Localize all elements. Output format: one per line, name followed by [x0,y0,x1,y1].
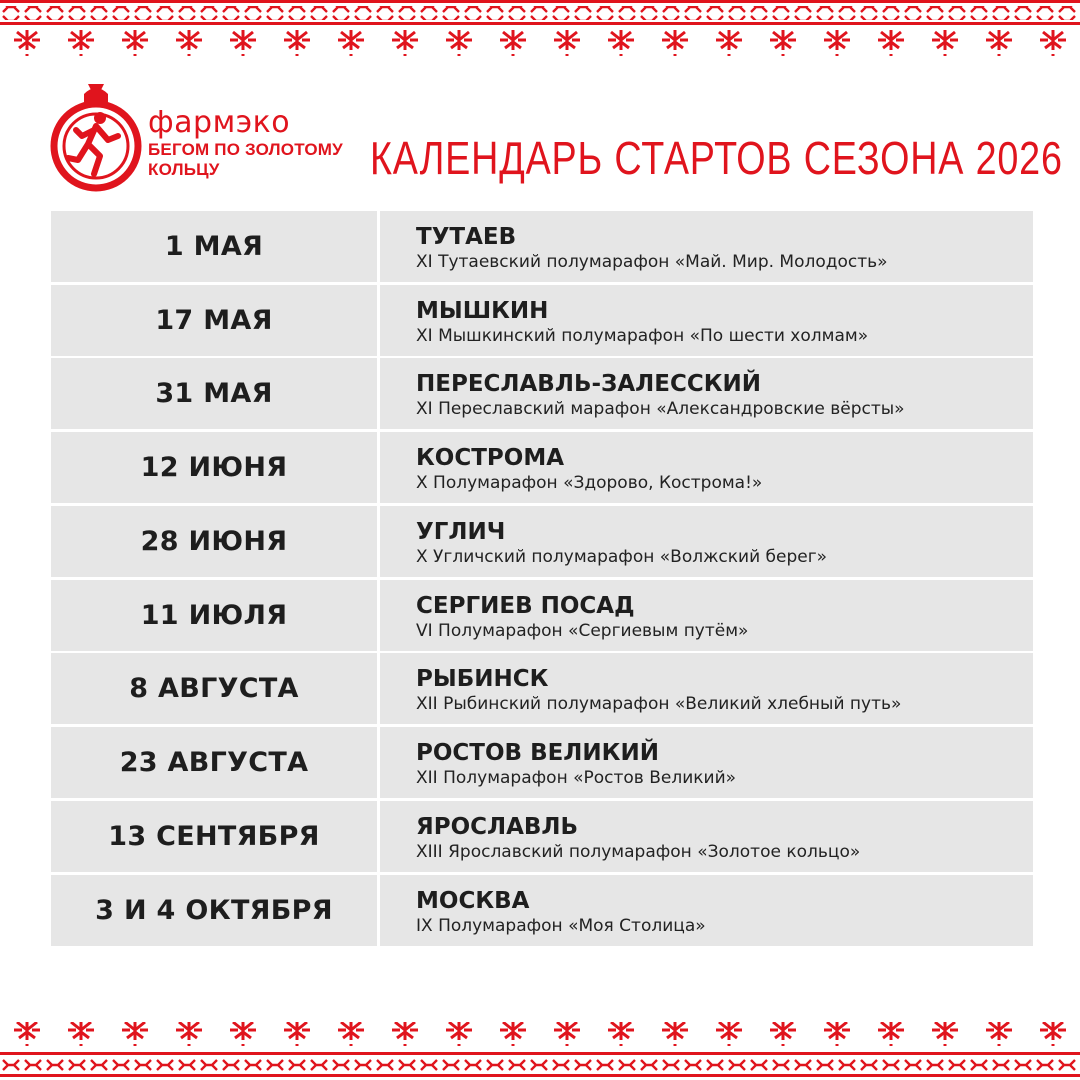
event-city: УГЛИЧ [416,519,506,545]
event-info [380,801,1033,872]
table-row [51,285,1033,356]
table-row [51,432,1033,503]
table-row [51,875,1033,946]
event-description: XI Тутаевский полумарафон «Май. Мир. Молодость» [416,252,888,272]
event-description: XII Рыбинский полумарафон «Великий хлебный путь» [416,694,902,714]
event-city: КОСТРОМА [416,445,565,471]
event-info [380,211,1033,282]
event-date: 17 МАЯ [51,285,377,356]
event-description: IX Полумарафон «Моя Столица» [416,916,706,936]
event-city: РЫБИНСК [416,666,549,692]
bottom-ornament-border [0,1016,1080,1080]
table-row [51,358,1033,429]
event-date: 13 СЕНТЯБРЯ [51,801,377,872]
event-description: XII Полумарафон «Ростов Великий» [416,768,737,788]
organizer-logo [48,78,358,196]
event-city: ПЕРЕСЛАВЛЬ-ЗАЛЕССКИЙ [416,371,762,397]
event-info [380,432,1033,503]
event-info [380,875,1033,946]
table-row [51,727,1033,798]
event-info [380,506,1033,577]
event-description: XI Переславский марафон «Александровские вёрсты» [416,399,905,419]
table-row [51,580,1033,651]
event-date: 28 ИЮНЯ [51,506,377,577]
event-date: 12 ИЮНЯ [51,432,377,503]
table-row [51,653,1033,724]
event-description: X Полумарафон «Здорово, Кострома!» [416,473,763,493]
event-info [380,285,1033,356]
event-date: 11 ИЮЛЯ [51,580,377,651]
event-description: XIII Ярославский полумарафон «Золотое кольцо» [416,842,861,862]
event-city: ТУТАЕВ [416,224,517,250]
event-city: ЯРОСЛАВЛЬ [416,814,579,840]
event-date: 1 МАЯ [51,211,377,282]
logo-subtitle-line-1: БЕГОМ ПО ЗОЛОТОМУ [148,140,343,159]
logo-brand-name: фармэко [148,105,291,140]
event-city: РОСТОВ ВЕЛИКИЙ [416,740,659,766]
event-date: 8 АВГУСТА [51,653,377,724]
event-description: X Угличский полумарафон «Волжский берег» [416,547,828,567]
event-info [380,727,1033,798]
event-date: 3 И 4 ОКТЯБРЯ [51,875,377,946]
logo-subtitle-line-2: КОЛЬЦУ [148,160,220,179]
event-city: СЕРГИЕВ ПОСАД [416,593,635,619]
event-info [380,358,1033,429]
event-info [380,580,1033,651]
event-city: МОСКВА [416,888,530,914]
event-city: МЫШКИН [416,298,549,324]
table-row [51,506,1033,577]
page-title: КАЛЕНДАРЬ СТАРТОВ СЕЗОНА 2026 [370,132,1063,184]
event-date: 23 АВГУСТА [51,727,377,798]
event-date: 31 МАЯ [51,358,377,429]
event-description: XI Мышкинский полумарафон «По шести холмам» [416,326,869,346]
runner-emblem-icon [48,78,144,196]
table-row [51,801,1033,872]
table-row [51,211,1033,282]
event-description: VI Полумарафон «Сергиевым путём» [416,621,749,641]
event-info [380,653,1033,724]
top-ornament-border [0,0,1080,72]
